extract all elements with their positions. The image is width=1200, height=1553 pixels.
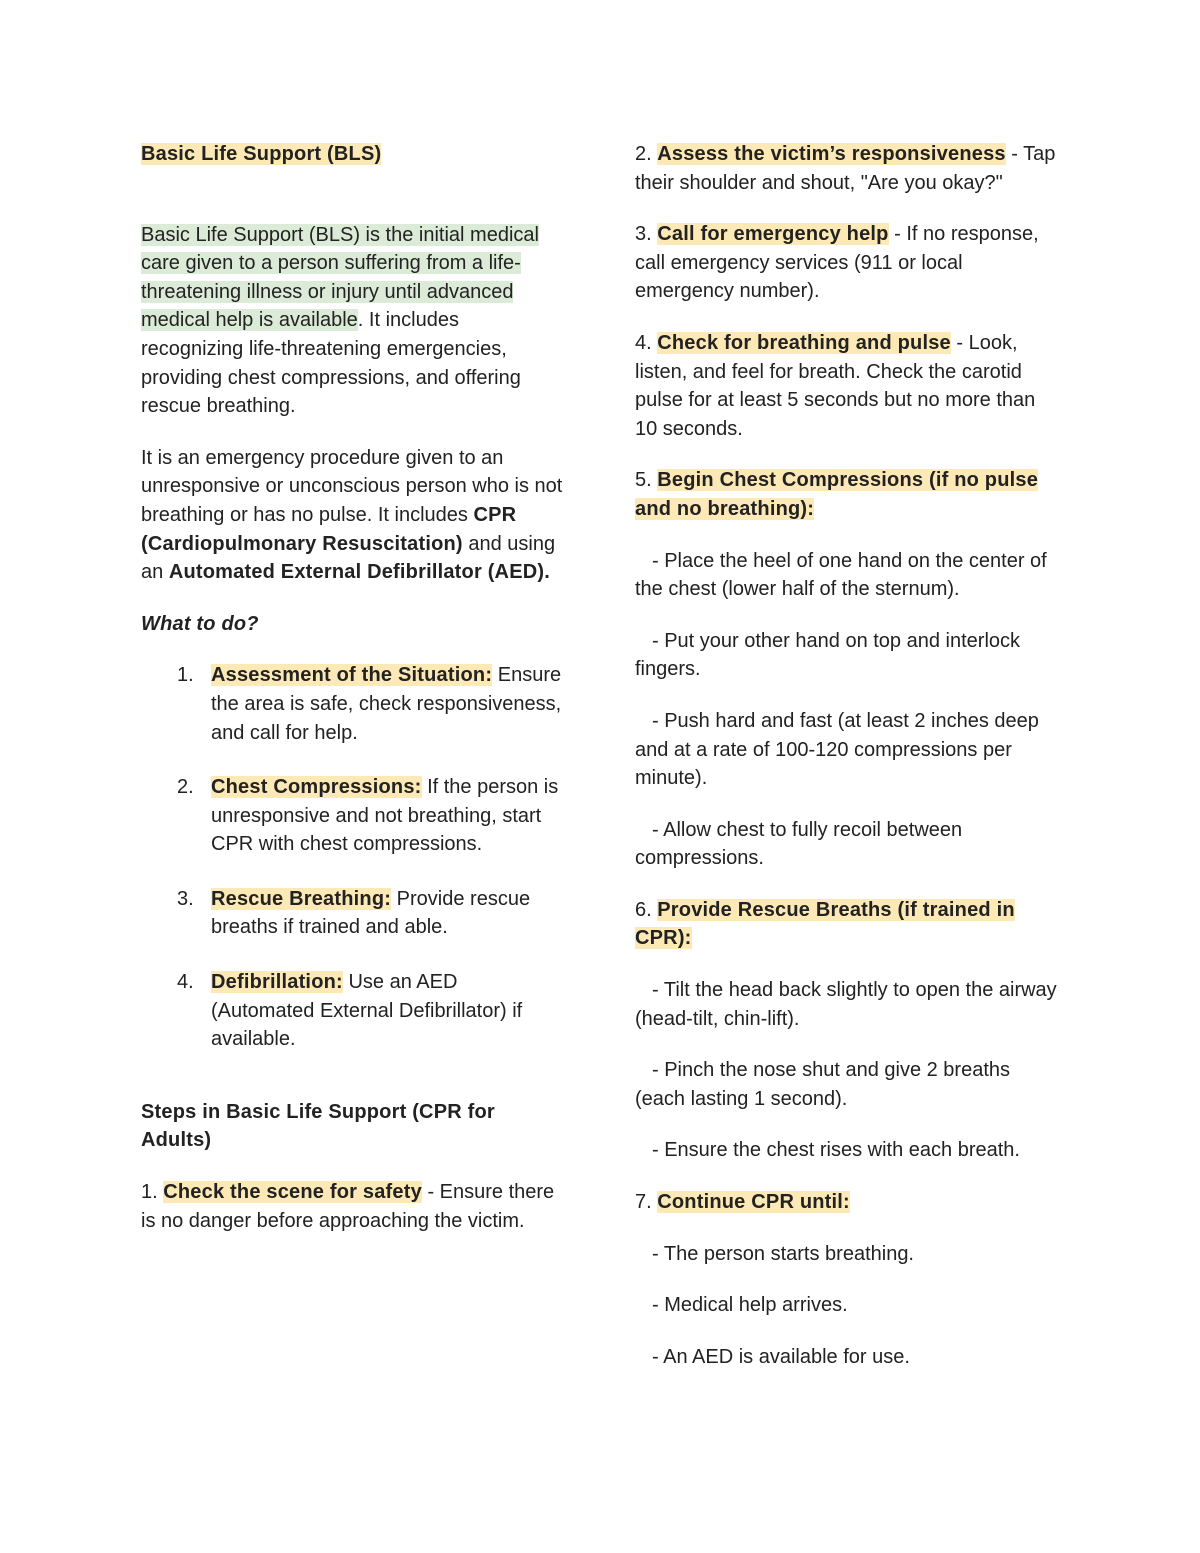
- steps-heading: Steps in Basic Life Support (CPR for Adults): [141, 1100, 495, 1152]
- left-column: [141, 140, 566, 1258]
- step-3: 3. Call for emergency help - If no response, call emergency services (911 or local emergency number).: [635, 223, 1039, 303]
- step-6-item: - Tilt the head back slightly to open the airway (head-tilt, chin-lift).: [635, 979, 1057, 1030]
- what-to-do-heading: What to do?: [141, 612, 259, 635]
- step-5-item: - Place the heel of one hand on the center of the chest (lower half of the sternum).: [635, 549, 1047, 601]
- step-7-item: - An AED is available for use.: [652, 1345, 910, 1368]
- intro-highlight: Basic Life Support (BLS) is the initial medical care given to a person suffering from a life-threatening illness or injury until advanced medical help is available: [141, 223, 539, 332]
- step-5-item: - Allow chest to fully recoil between compressions.: [635, 818, 963, 870]
- right-column: [635, 140, 1060, 1394]
- step-7-item: - Medical help arrives.: [652, 1294, 848, 1317]
- list-item: 3. Rescue Breathing: Provide rescue breaths if trained and able.: [177, 887, 531, 939]
- step-5-item: - Push hard and fast (at least 2 inches deep and at a rate of 100-120 compressions per minute).: [635, 709, 1039, 790]
- what-to-do-list: [141, 661, 566, 1054]
- step-4: 4. Check for breathing and pulse - Look, listen, and feel for breath. Check the carotid pulse for at least 5 seconds but no more than 10 seconds.: [635, 331, 1036, 440]
- list-item: 4. Defibrillation: Use an AED (Automated External Defibrillator) if available.: [177, 971, 523, 1051]
- document-title: Basic Life Support (BLS): [141, 143, 382, 165]
- step-5: 5. Begin Chest Compressions (if no pulse and no breathing):: [635, 469, 1039, 520]
- intro-paragraph: Basic Life Support (BLS) is the initial medical care given to a person suffering from a life-threatening illness or injury until advanced medical help is available. It includes recognizing life-threatening emergencies, providing chest compressions, and offering rescue breathing.: [141, 223, 539, 418]
- step-5-item: - Put your other hand on top and interlock fingers.: [635, 629, 1021, 681]
- step-1: 1. Check the scene for safety - Ensure there is no danger before approaching the victim.: [141, 1181, 555, 1232]
- step-7-item: - The person starts breathing.: [652, 1242, 914, 1265]
- step-2: 2. Assess the victim’s responsiveness - Tap their shoulder and shout, "Are you okay?": [635, 143, 1056, 194]
- step-6: 6. Provide Rescue Breaths (if trained in CPR):: [635, 898, 1015, 950]
- definition-paragraph: It is an emergency procedure given to an unresponsive or unconscious person who is not breathing or has no pulse. It includes CPR (Cardiopulmonary Resuscitation) and using an Automated External Defibrillator (AED).: [141, 446, 563, 584]
- step-7: 7. Continue CPR until:: [635, 1191, 850, 1214]
- list-item: 2. Chest Compressions: If the person is unresponsive and not breathing, start CPR with chest compressions.: [177, 776, 559, 856]
- step-6-item: - Ensure the chest rises with each breath.: [652, 1139, 1020, 1162]
- step-6-item: - Pinch the nose shut and give 2 breaths (each lasting 1 second).: [635, 1059, 1011, 1110]
- list-item: 1. Assessment of the Situation: Ensure the area is safe, check responsiveness, and call for help.: [177, 664, 562, 744]
